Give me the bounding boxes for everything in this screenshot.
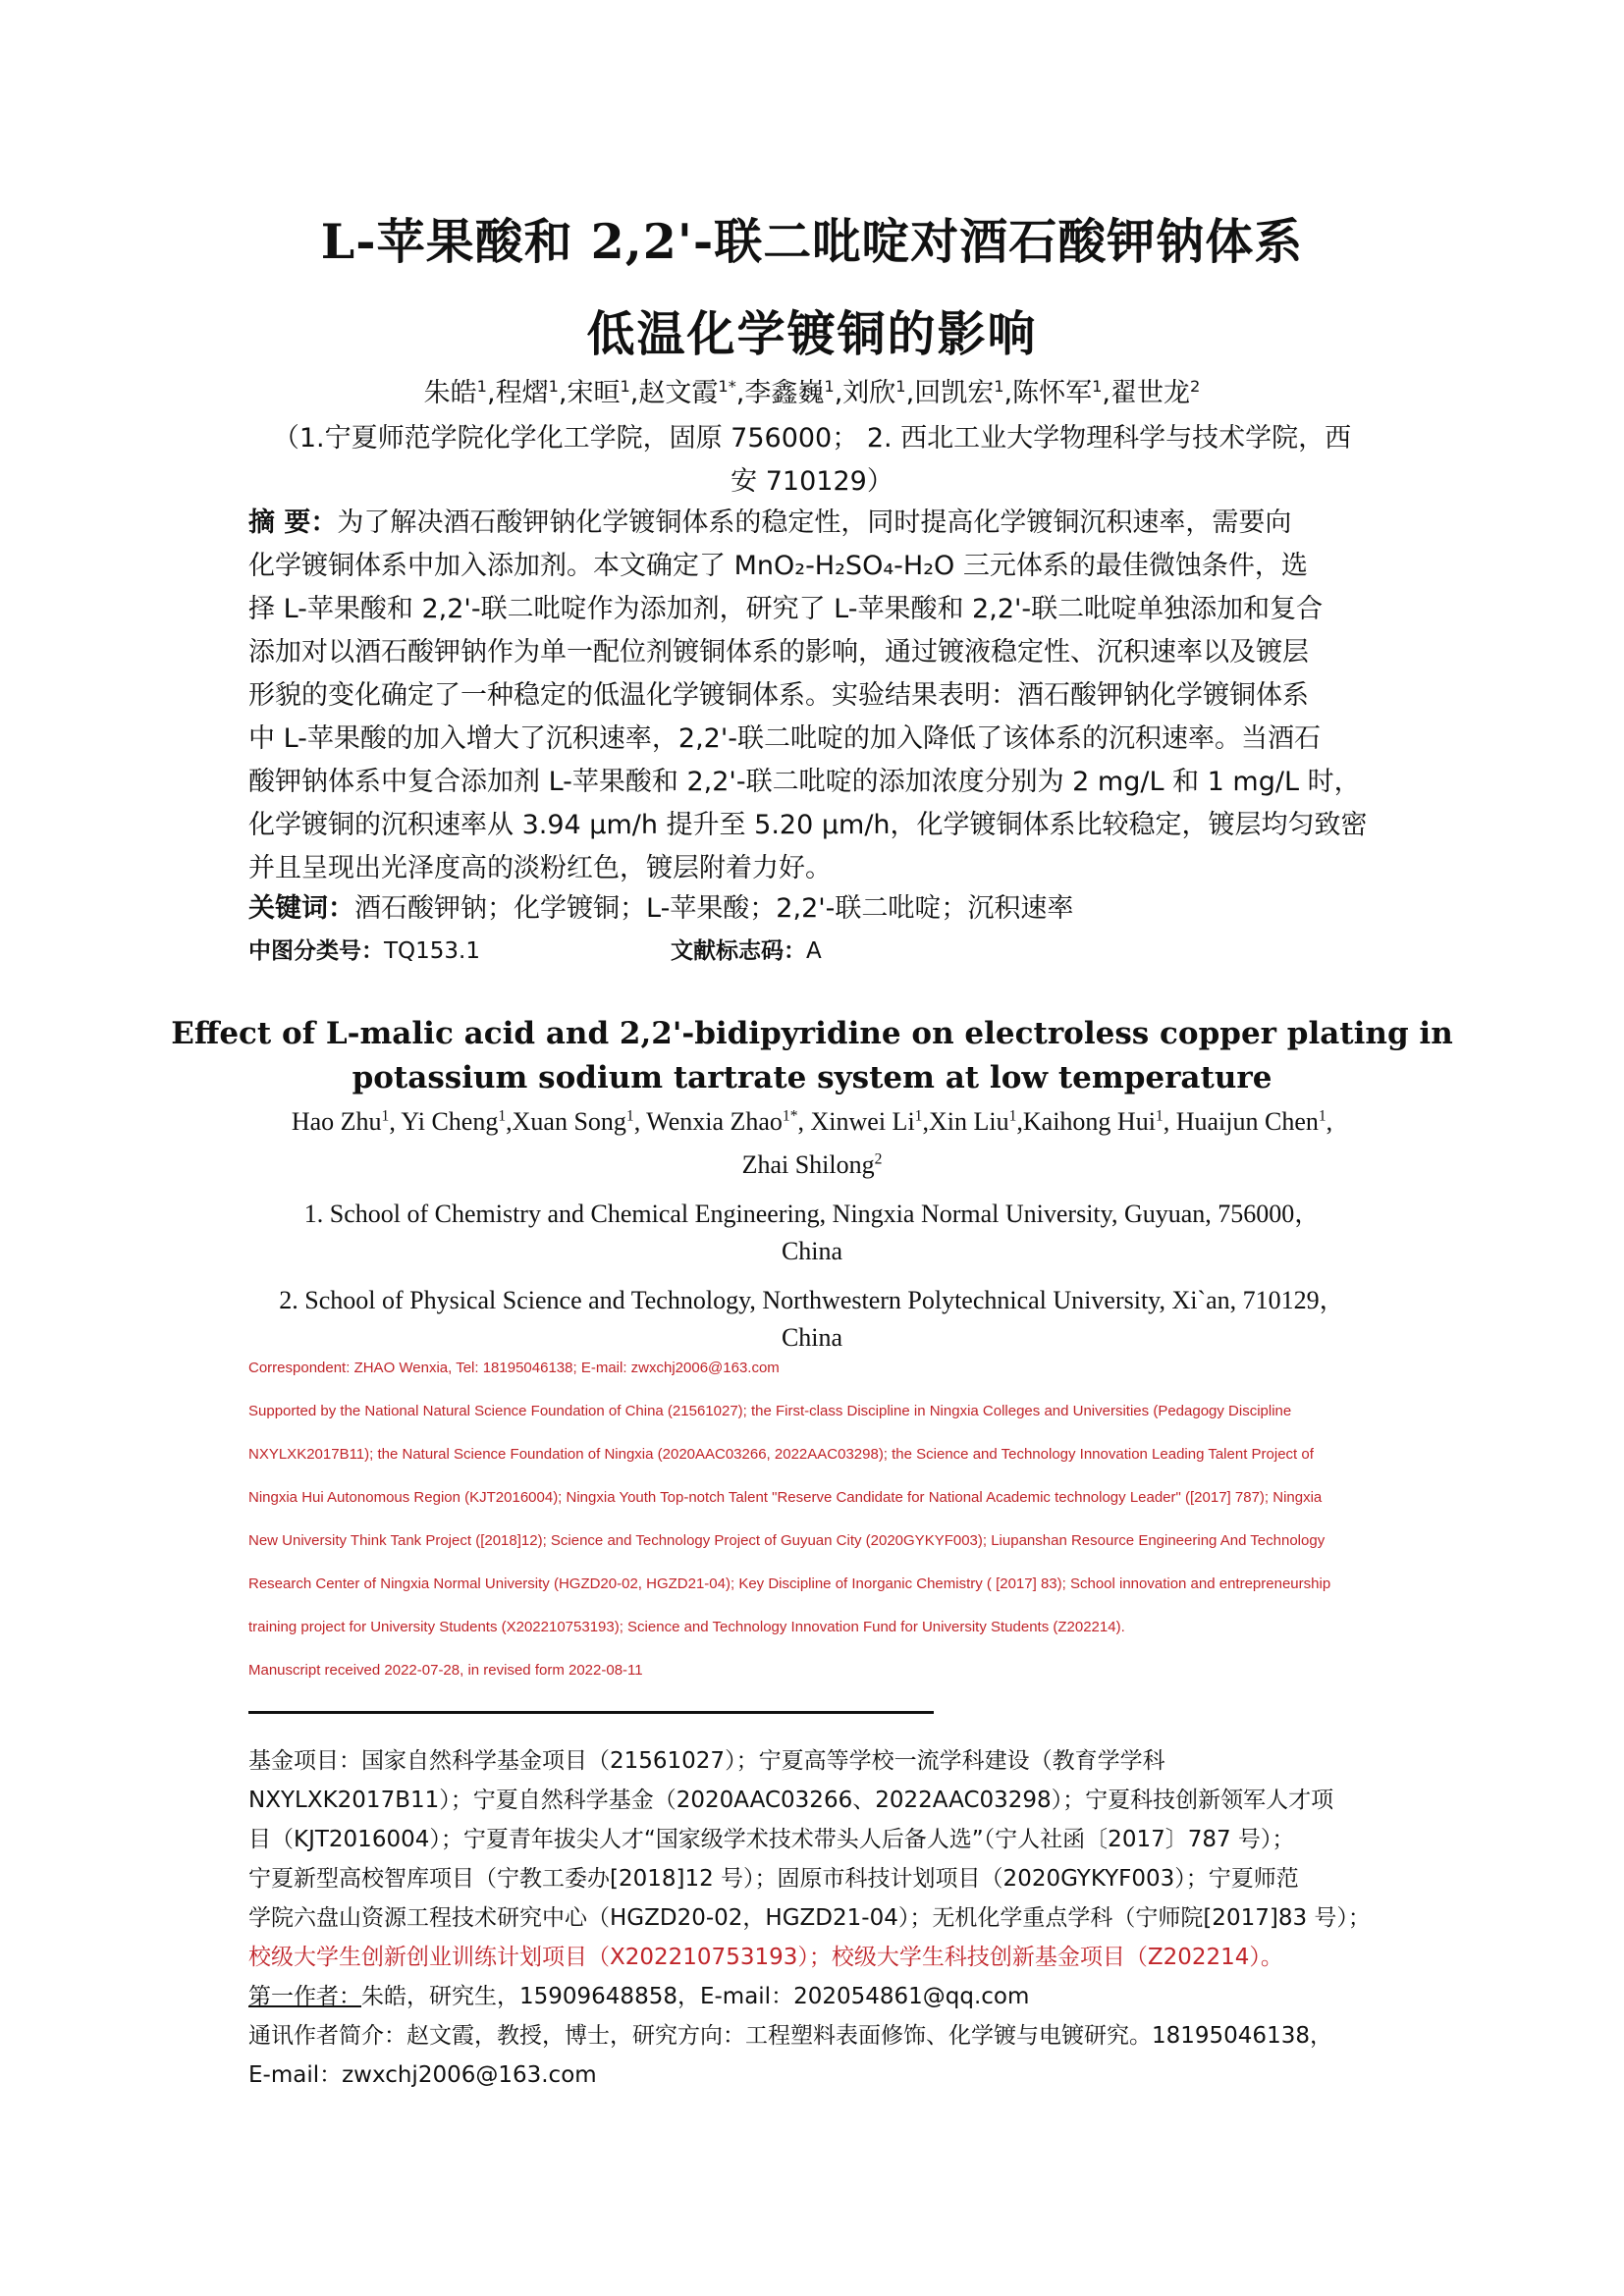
author-separator: ,	[1326, 1107, 1333, 1136]
affiliation-cn-line-1: （1.宁夏师范学院化学化工学院，固原 756000； 2. 西北工业大学物理科学与技术学院，西	[272, 423, 1352, 454]
author-en-name: Yi Cheng	[401, 1107, 499, 1136]
author-cn-sup: 1	[476, 377, 487, 396]
author-separator: ,	[922, 1107, 929, 1136]
author-cn-name: 翟世龙	[1110, 378, 1191, 408]
author-en-name: Hao Zhu	[291, 1107, 382, 1136]
author-en-name: Zhai Shilong	[741, 1150, 875, 1179]
fund-cn-line: 基金项目：国家自然科学基金项目（21561027）；宁夏高等学校一流学科建设（教育学学科	[248, 1748, 1165, 1774]
author-en-name: Xinwei Li	[810, 1107, 915, 1136]
author-cn-sup: 1	[994, 377, 1004, 396]
fund-cn-line: 目（KJT2016004）；宁夏青年拔尖人才“国家级学术技术带头人后备人选”（宁人社函〔2017〕787 号）；	[248, 1827, 1295, 1852]
author-cn-sup: 2	[1190, 377, 1201, 396]
keywords-label: 关键词：	[248, 893, 354, 924]
author-separator: ,	[506, 1107, 513, 1136]
author-cn-sup: 1*	[718, 377, 736, 396]
author-separator: ,	[1003, 378, 1013, 408]
author-cn-sup: 1	[824, 377, 835, 396]
abstract-label: 摘 要：	[248, 507, 338, 538]
keywords-text: 酒石酸钾钠；化学镀铜；L-苹果酸；2,2'-联二吡啶；沉积速率	[354, 893, 1074, 924]
fund-cn-red-line: 校级大学生创新创业训练计划项目（X202210753193）；校级大学生科技创新基金项目（Z202214）。	[248, 1945, 1283, 1970]
authors-en-line-1	[147, 1107, 1477, 1137]
english-title-line-1: Effect of L-malic acid and 2,2'-bidipyridine on electroless copper plating in	[171, 1016, 1453, 1051]
author-cn-sup: 1	[620, 377, 630, 396]
author-en-sup: 1	[1155, 1107, 1164, 1125]
author-separator: ,	[558, 378, 568, 408]
author-cn-name: 李鑫巍	[744, 378, 825, 408]
clc-label: 中图分类号：	[248, 938, 384, 964]
abstract-line: 添加对以酒石酸钾钠作为单一配位剂镀铜体系的影响，通过镀液稳定性、沉积速率以及镀层	[248, 637, 1309, 667]
abstract-line: 择 L-苹果酸和 2,2'-联二吡啶作为添加剂，研究了 L-苹果酸和 2,2'-联二吡啶单独添加和复合	[248, 594, 1324, 624]
fund-cn-line: 宁夏新型高校智库项目（宁教工委办[2018]12 号）；固原市科技计划项目（2020GYKYF003）；宁夏师范	[248, 1866, 1299, 1892]
author-en-sup: 1*	[782, 1107, 798, 1125]
author-separator: ,	[1016, 1107, 1023, 1136]
author-en-name: Xin Liu	[928, 1107, 1009, 1136]
doc-code-label: 文献标志码：	[671, 938, 806, 964]
affiliation-en-line: 1. School of Chemistry and Chemical Engineering, Ningxia Normal University, Guyuan, 756000，	[303, 1200, 1321, 1228]
abstract-line: 化学镀铜的沉积速率从 3.94 μm/h 提升至 5.20 μm/h，化学镀铜体系比较稳定，镀层均匀致密	[248, 810, 1368, 840]
first-author-text: 朱皓，研究生，15909648858，E-mail：202054861@qq.com	[361, 1984, 1030, 2009]
author-en-sup: 1	[1008, 1107, 1017, 1125]
affiliation-cn-line-2: 安 710129）	[731, 466, 893, 497]
author-en-name: Kaihong Hui	[1022, 1107, 1156, 1136]
author-en-sup: 1	[1318, 1107, 1326, 1125]
author-cn-name: 朱皓	[423, 378, 477, 408]
author-separator: ,	[1102, 378, 1111, 408]
author-cn-name: 赵文霞	[638, 378, 719, 408]
funding-line: training project for University Students (X202210753193); Science and Technology Innovation Fund for University Students (Z202214).	[248, 1619, 1125, 1635]
abstract-line: 中 L-苹果酸的加入增大了沉积速率，2,2'-联二吡啶的加入降低了该体系的沉积速率。当酒石	[248, 723, 1321, 754]
affiliation-en-line: China	[781, 1237, 843, 1265]
title-line-1: L-苹果酸和 2,2'-联二吡啶对酒石酸钾钠体系	[320, 213, 1304, 270]
author-separator: ,	[905, 378, 915, 408]
author-cn-sup: 1	[548, 377, 559, 396]
clc-value: TQ153.1	[384, 938, 480, 964]
abstract-line	[248, 501, 1387, 539]
funding-line: New University Think Tank Project ([2018]12); Science and Technology Project of Guyuan City (2020GYKYF003); Liupanshan Resource Engineering And Technology	[248, 1532, 1326, 1549]
author-cn-sup: 1	[1092, 377, 1103, 396]
author-en-name: Wenxia Zhao	[646, 1107, 783, 1136]
correspondent-line: Correspondent: ZHAO Wenxia, Tel: 18195046138; E-mail: zwxchj2006@163.com	[248, 1360, 780, 1376]
affiliation-en-line: China	[781, 1323, 843, 1352]
author-separator: ,	[834, 378, 843, 408]
funding-line: Ningxia Hui Autonomous Region (KJT2016004); Ningxia Youth Top-notch Talent "Reserve Candidate for National Academic technology Leader" ([2017] 787); Ningxia	[248, 1489, 1323, 1506]
corresponding-author-line: E-mail：zwxchj2006@163.com	[248, 2062, 597, 2088]
corresponding-author-line: 通讯作者简介：赵文霞，教授，博士，研究方向：工程塑料表面修饰、化学镀与电镀研究。18195046138，	[248, 2023, 1332, 2049]
document-code	[671, 933, 822, 965]
abstract-line: 化学镀铜体系中加入添加剂。本文确定了 MnO₂-H₂SO₄-H₂O 三元体系的最佳微蚀条件，选	[248, 551, 1308, 581]
abstract-line: 形貌的变化确定了一种稳定的低温化学镀铜体系。实验结果表明：酒石酸钾钠化学镀铜体系	[248, 680, 1309, 711]
abstract-line: 并且呈现出光泽度高的淡粉红色，镀层附着力好。	[248, 853, 832, 883]
author-cn-name: 宋晅	[567, 378, 621, 408]
author-separator: ,	[633, 1107, 647, 1136]
first-author	[248, 1978, 1397, 2010]
clc-number	[248, 933, 480, 965]
author-separator: ,	[389, 1107, 402, 1136]
author-en-sup: 2	[874, 1150, 883, 1168]
first-author-label: 第一作者：	[248, 1984, 361, 2009]
fund-cn-line: 学院六盘山资源工程技术研究中心（HGZD20-02，HGZD21-04）；无机化学重点学科（宁师院[2017]83 号）；	[248, 1905, 1371, 1931]
author-en-sup: 1	[625, 1107, 634, 1125]
footnote-rule	[248, 1711, 934, 1714]
funding-line: Research Center of Ningxia Normal University (HGZD20-02, HGZD21-04); Key Discipline of Inorganic Chemistry ( [2017] 83); School innovation and entrepreneurship	[248, 1575, 1331, 1592]
author-en-sup: 1	[381, 1107, 390, 1125]
abstract-line: 酸钾钠体系中复合添加剂 L-苹果酸和 2,2'-联二吡啶的添加浓度分别为 2 mg/L 和 1 mg/L 时，	[248, 767, 1361, 797]
author-cn-name: 陈怀军	[1012, 378, 1093, 408]
author-cn-sup: 1	[895, 377, 906, 396]
author-cn-name: 刘欣	[842, 378, 896, 408]
funding-line: Supported by the National Natural Science Foundation of China (21561027); the First-class Discipline in Ningxia Colleges and Universities (Pedagogy Discipline	[248, 1403, 1292, 1419]
title-line-2: 低温化学镀铜的影响	[586, 305, 1038, 362]
doc-code-value: A	[806, 938, 822, 964]
keywords-cn	[248, 886, 1073, 925]
authors-cn	[147, 371, 1477, 409]
author-en-sup: 1	[914, 1107, 923, 1125]
author-separator: ,	[1163, 1107, 1176, 1136]
author-cn-name: 回凯宏	[914, 378, 995, 408]
author-en-name: Huaijun Chen	[1175, 1107, 1319, 1136]
author-separator: ,	[486, 378, 496, 408]
author-cn-name: 程熠	[495, 378, 549, 408]
author-separator: ,	[629, 378, 639, 408]
manuscript-received: Manuscript received 2022-07-28, in revised form 2022-08-11	[248, 1662, 643, 1679]
affiliation-en-line: 2. School of Physical Science and Technology, Northwestern Polytechnical University, Xi`an, 710129，	[279, 1286, 1345, 1314]
english-title-line-2: potassium sodium tartrate system at low temperature	[352, 1060, 1272, 1095]
author-en-sup: 1	[498, 1107, 507, 1125]
abstract-text: 为了解决酒石酸钾钠化学镀铜体系的稳定性，同时提高化学镀铜沉积速率，需要向	[337, 507, 1292, 538]
author-separator: ,	[735, 378, 745, 408]
author-en-name: Xuan Song	[512, 1107, 626, 1136]
authors-en-line-2	[147, 1150, 1477, 1180]
funding-line: NXYLXK2017B11); the Natural Science Foundation of Ningxia (2020AAC03266, 2022AAC03298); the Science and Technology Innovation Leading Talent Project of	[248, 1446, 1314, 1463]
fund-cn-line: NXYLXK2017B11）；宁夏自然科学基金（2020AAC03266、2022AAC03298）；宁夏科技创新领军人才项	[248, 1788, 1334, 1813]
author-separator: ,	[797, 1107, 811, 1136]
